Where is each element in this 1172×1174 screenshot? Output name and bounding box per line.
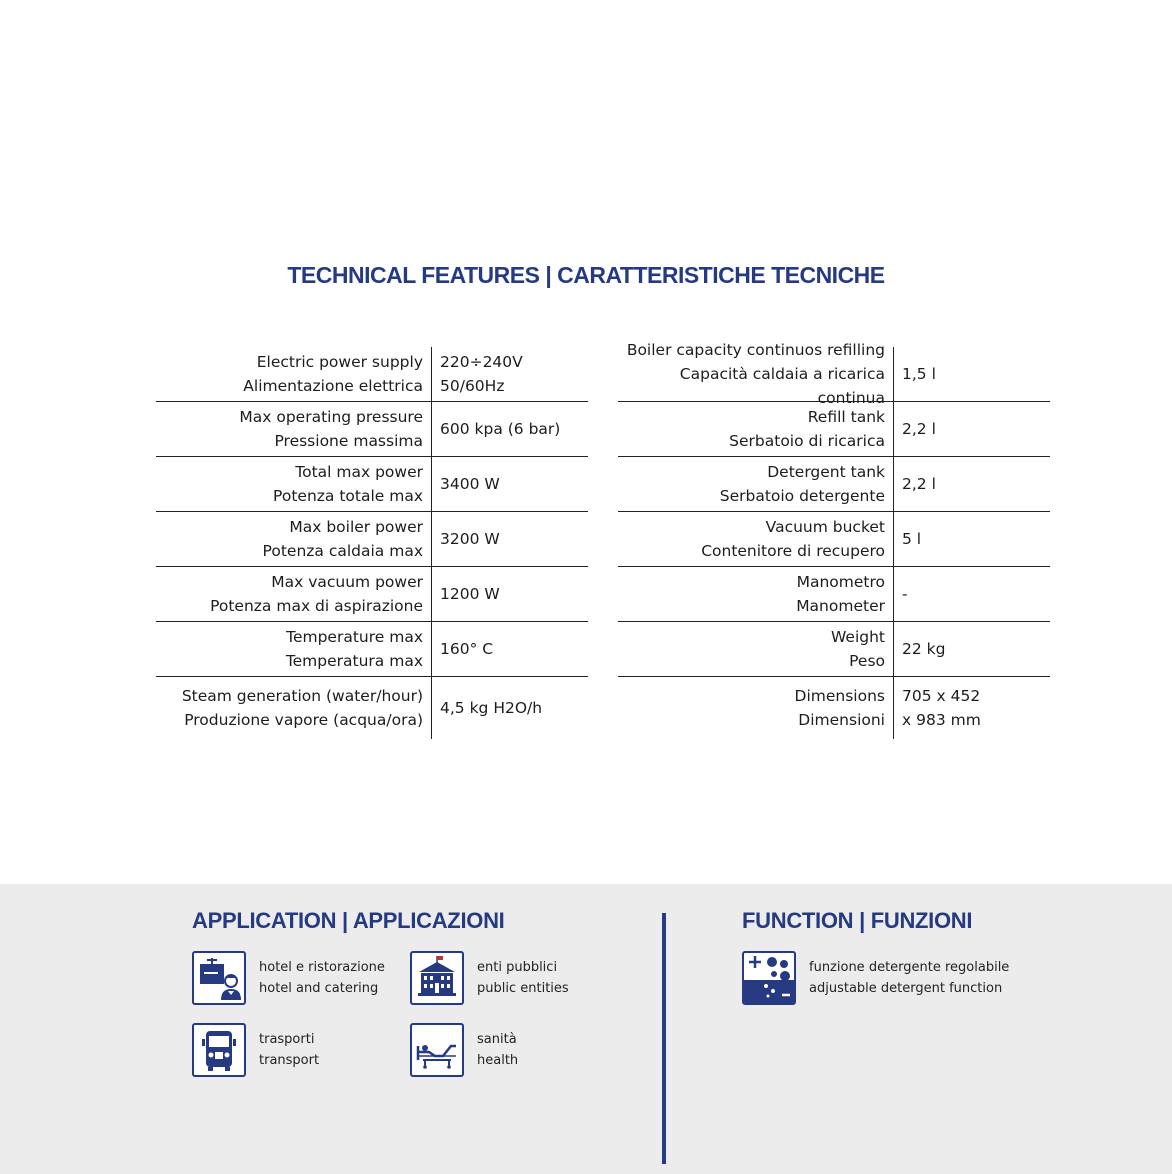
spec-label-it: Potenza totale max xyxy=(273,487,423,505)
application-item-text xyxy=(477,1029,518,1071)
spec-label xyxy=(618,677,894,739)
spec-label-it: Temperatura max xyxy=(285,652,423,670)
spec-row xyxy=(618,622,1050,677)
application-item-public xyxy=(410,951,569,1005)
spec-row xyxy=(156,457,588,512)
spec-value xyxy=(894,402,1050,456)
spec-label-it: Contenitore di recupero xyxy=(701,542,885,560)
spec-label-it: Alimentazione elettrica xyxy=(243,377,423,395)
spec-label xyxy=(156,347,432,401)
spec-value-line1: 1200 W xyxy=(440,585,500,603)
spec-row xyxy=(618,512,1050,567)
application-item-label-en: health xyxy=(477,1053,519,1068)
application-item-transport xyxy=(192,1023,319,1077)
function-title: FUNCTION | FUNZIONI xyxy=(742,908,973,933)
spec-value-line2: x 983 mm xyxy=(902,711,981,729)
spec-label-it: Pressione massima xyxy=(274,432,423,450)
section-divider xyxy=(662,913,666,1164)
hotel-catering-icon xyxy=(192,951,246,1005)
application-item-label-it: enti pubblici xyxy=(477,960,558,975)
application-item-label-it: trasporti xyxy=(259,1032,315,1047)
spec-label xyxy=(618,512,894,566)
spec-label-en: Manometro xyxy=(796,573,885,591)
spec-label-en: Electric power supply xyxy=(256,353,423,371)
spec-value xyxy=(432,622,588,676)
spec-row xyxy=(156,567,588,622)
spec-label xyxy=(156,622,432,676)
application-item-label-en: public entities xyxy=(477,981,569,996)
spec-value-line1: 705 x 452 xyxy=(902,687,981,705)
spec-label-it: Serbatoio di ricarica xyxy=(729,432,885,450)
spec-value-line1: 160° C xyxy=(440,640,494,658)
bottom-panel xyxy=(0,884,1172,1174)
spec-label-en: Temperature max xyxy=(286,628,423,646)
spec-label-it: Serbatoio detergente xyxy=(719,487,885,505)
spec-label-it: Manometer xyxy=(796,597,885,615)
spec-row xyxy=(156,677,588,739)
spec-value-line1: 1,5 l xyxy=(902,365,936,383)
spec-row xyxy=(156,347,588,402)
spec-label-en: Max boiler power xyxy=(289,518,423,536)
function-item-detergent xyxy=(742,951,1009,1005)
spec-value xyxy=(432,347,588,401)
specs-table-right xyxy=(618,341,1050,739)
spec-value-line1: 220÷240V xyxy=(440,353,523,371)
spec-value-line1: 3200 W xyxy=(440,530,500,548)
spec-value-line2: 50/60Hz xyxy=(440,377,505,395)
spec-label-en: Total max power xyxy=(295,463,423,481)
spec-label-en: Refill tank xyxy=(807,408,885,426)
spec-label xyxy=(618,402,894,456)
spec-row xyxy=(156,402,588,457)
spec-value-line1: 5 l xyxy=(902,530,922,548)
spec-label xyxy=(156,512,432,566)
specs-table-left xyxy=(156,347,588,739)
application-item-hotel xyxy=(192,951,385,1005)
spec-value xyxy=(432,677,588,739)
spec-value-line1: 2,2 l xyxy=(902,420,936,438)
spec-label xyxy=(618,341,894,407)
spec-label-it: Capacità caldaia a ricarica continua xyxy=(679,365,885,407)
spec-label xyxy=(156,567,432,621)
spec-value xyxy=(894,457,1050,511)
spec-label-en: Weight xyxy=(830,628,885,646)
application-item-text xyxy=(477,957,569,999)
spec-row xyxy=(156,512,588,567)
spec-label xyxy=(618,622,894,676)
spec-value-line1: 3400 W xyxy=(440,475,500,493)
spec-label-en: Max operating pressure xyxy=(239,408,423,426)
spec-label xyxy=(156,677,432,739)
spec-value xyxy=(432,457,588,511)
adjustable-detergent-icon xyxy=(742,951,796,1005)
spec-value xyxy=(432,512,588,566)
spec-value-line1: 4,5 kg H2O/h xyxy=(440,699,543,717)
spec-value-line1: - xyxy=(902,585,908,603)
spec-value-line1: 2,2 l xyxy=(902,475,936,493)
spec-label-it: Potenza max di aspirazione xyxy=(210,597,423,615)
spec-label-it: Peso xyxy=(849,652,885,670)
spec-value xyxy=(894,622,1050,676)
function-item-label-it: funzione detergente regolabile xyxy=(809,960,1010,975)
spec-label xyxy=(156,457,432,511)
spec-label-en: Boiler capacity continuos refilling xyxy=(626,341,885,359)
spec-value xyxy=(894,347,1050,401)
application-title: APPLICATION | APPLICAZIONI xyxy=(192,908,505,933)
spec-label-en: Steam generation (water/hour) xyxy=(181,687,423,705)
bus-icon xyxy=(192,1023,246,1077)
application-item-label-en: hotel and catering xyxy=(259,981,379,996)
spec-label xyxy=(618,457,894,511)
spec-label xyxy=(156,402,432,456)
spec-value xyxy=(894,567,1050,621)
function-item-text xyxy=(809,957,1009,999)
spec-label xyxy=(618,567,894,621)
application-item-label-it: sanità xyxy=(477,1032,517,1047)
spec-label-en: Vacuum bucket xyxy=(765,518,885,536)
spec-label-en: Detergent tank xyxy=(767,463,885,481)
function-item-label-en: adjustable detergent function xyxy=(809,981,1003,996)
spec-value-line1: 22 kg xyxy=(902,640,946,658)
page-title: TECHNICAL FEATURES | CARATTERISTICHE TECNICHE xyxy=(287,262,885,288)
spec-row xyxy=(618,457,1050,512)
spec-label-en: Dimensions xyxy=(794,687,885,705)
spec-row xyxy=(618,567,1050,622)
spec-row xyxy=(618,402,1050,457)
spec-row xyxy=(618,341,1050,407)
application-item-text xyxy=(259,957,385,999)
spec-row xyxy=(156,622,588,677)
spec-row xyxy=(618,677,1050,739)
application-item-text xyxy=(259,1029,319,1071)
spec-label-en: Max vacuum power xyxy=(271,573,423,591)
spec-label-it: Potenza caldaia max xyxy=(262,542,423,560)
spec-value-line1: 600 kpa (6 bar) xyxy=(440,420,561,438)
public-building-icon xyxy=(410,951,464,1005)
hospital-bed-icon xyxy=(410,1023,464,1077)
spec-value xyxy=(432,402,588,456)
application-item-label-en: transport xyxy=(259,1053,320,1068)
spec-value xyxy=(894,677,1050,739)
spec-label-it: Produzione vapore (acqua/ora) xyxy=(184,711,423,729)
application-item-label-it: hotel e ristorazione xyxy=(259,960,385,975)
application-item-health xyxy=(410,1023,518,1077)
spec-label-it: Dimensioni xyxy=(798,711,885,729)
spec-value xyxy=(432,567,588,621)
spec-value xyxy=(894,512,1050,566)
